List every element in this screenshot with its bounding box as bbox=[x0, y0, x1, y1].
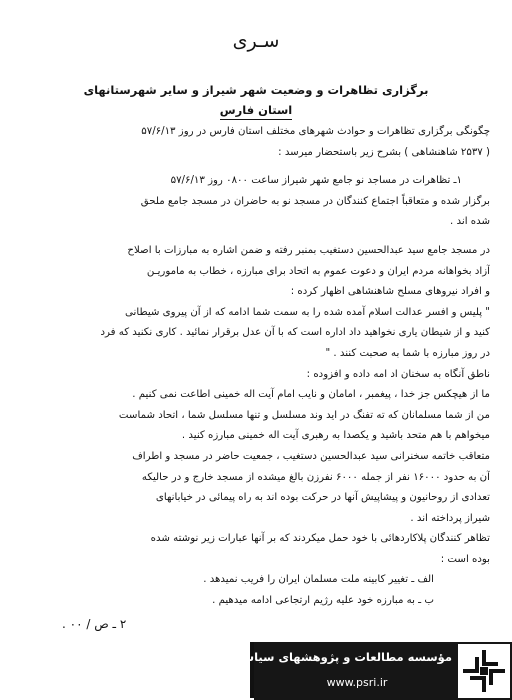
body-line: در روز مبارزه با شما به صحبت کنند . " bbox=[325, 347, 490, 359]
body-line: ( ۲۵۳۷ شاهنشاهی ) بشرح زیر باستحضار میرسد : bbox=[278, 146, 490, 158]
body-line: تعدادی از روحانیون و پیشاپیش آنها در حرکت بوده اند به راه پیمائی در خیابانهای bbox=[155, 492, 490, 504]
province-label: استان فارس bbox=[220, 103, 292, 120]
body-line: شده اند . bbox=[450, 216, 490, 228]
body-line: ناطق آنگاه به سخنان اد امه داده و افزوده : bbox=[306, 368, 490, 380]
classification-heading: سـرى bbox=[232, 30, 280, 52]
institute-url: www.psri.ir bbox=[326, 676, 388, 689]
body-line: ۱ـ تظاهرات در مساجد نو جامع شهر شیراز ساعت ۰۸۰۰ روز ۵۷/۶/۱۳ bbox=[170, 175, 462, 187]
body-line: چگونگی برگزاری تظاهرات و حوادث شهرهای مختلف استان فارس در روز ۵۷/۶/۱۳ bbox=[141, 126, 490, 137]
body-line: آن به حدود ۱۶۰۰۰ نفر از جمله ۶۰۰۰ نفرزن بالغ میشده از مسجد خارج و در حالیکه bbox=[141, 471, 490, 483]
institute-logo-icon bbox=[458, 644, 510, 698]
body-line: " پلیس و افسر عدالت اسلام آمده شده را به سمت شما ادامه که از آن پیروی شیطانی bbox=[125, 306, 490, 318]
body-line: شیراز پرداخته اند . bbox=[410, 512, 490, 524]
body-line: من از شما مسلمانان که ته تفنگ در اید وند مسلسل و تنها مسلسل شما ، اتحاد شماست bbox=[118, 409, 490, 421]
watermark-banner bbox=[231, 642, 512, 700]
body-line: بوده است : bbox=[440, 553, 490, 565]
institute-name: مؤسسه مطالعات و پژوهشهای سیاسی bbox=[231, 650, 452, 664]
body-line: در مسجد جامع سید عبدالحسین دستغیب بمنبر رفته و ضمن اشاره به مبارزات با اصلاح bbox=[127, 244, 490, 256]
placard-item: ب ـ به مبارزه خود علیه رژیم ارتجاعی ادامه میدهیم . bbox=[212, 595, 434, 607]
body-line: تظاهر کنندگان پلاکاردهائی با خود حمل میکردند که بر آنها عبارات زیر نوشته شده bbox=[150, 533, 490, 545]
province-heading bbox=[0, 103, 512, 117]
body-line: و افراد نیروهای مسلح شاهنشاهی اظهار کرده : bbox=[290, 286, 490, 298]
subject-heading: برگزاری تظاهرات و وضعیت شهر شیراز و سایر شهرستانهای bbox=[83, 83, 429, 97]
placard-item: الف ـ تغییر کابینه ملت مسلمان ایران را فریب نمیدهد . bbox=[203, 574, 434, 586]
body-line: میخواهم با هم متحد باشید و یکصدا به رهبری آیت اله خمینی مبارزه کنید . bbox=[181, 430, 490, 442]
body-line: متعاقب خاتمه سخنرانی سید عبدالحسین دستغیب ، جمعیت حاضر در مسجد و اطراف bbox=[132, 450, 490, 462]
body-line: آزاد بخواهانه مردم ایران و دعوت عموم به اتحاد برای مبارزه ، خطاب به ماموریـن bbox=[146, 265, 490, 277]
body-line: برگزار شده و متعاقباً اجتماع کنندگان در مسجد نو به حاضران در مسجد جامع ملحق bbox=[140, 195, 490, 207]
document-body bbox=[20, 122, 490, 612]
page-number: ۲ ـ ص / ۰۰ . bbox=[62, 617, 127, 631]
body-line: ما از هیچکس جز خدا ، پیغمبر ، امامان و نایب امام آیت اله خمینی اطاعت نمی کنیم . bbox=[132, 389, 490, 401]
body-line: کنید و از شیطان یاری نخواهید داد اداره است که با آن عدل برقرار نمائید . کاری نکنید که فرد bbox=[100, 327, 490, 339]
